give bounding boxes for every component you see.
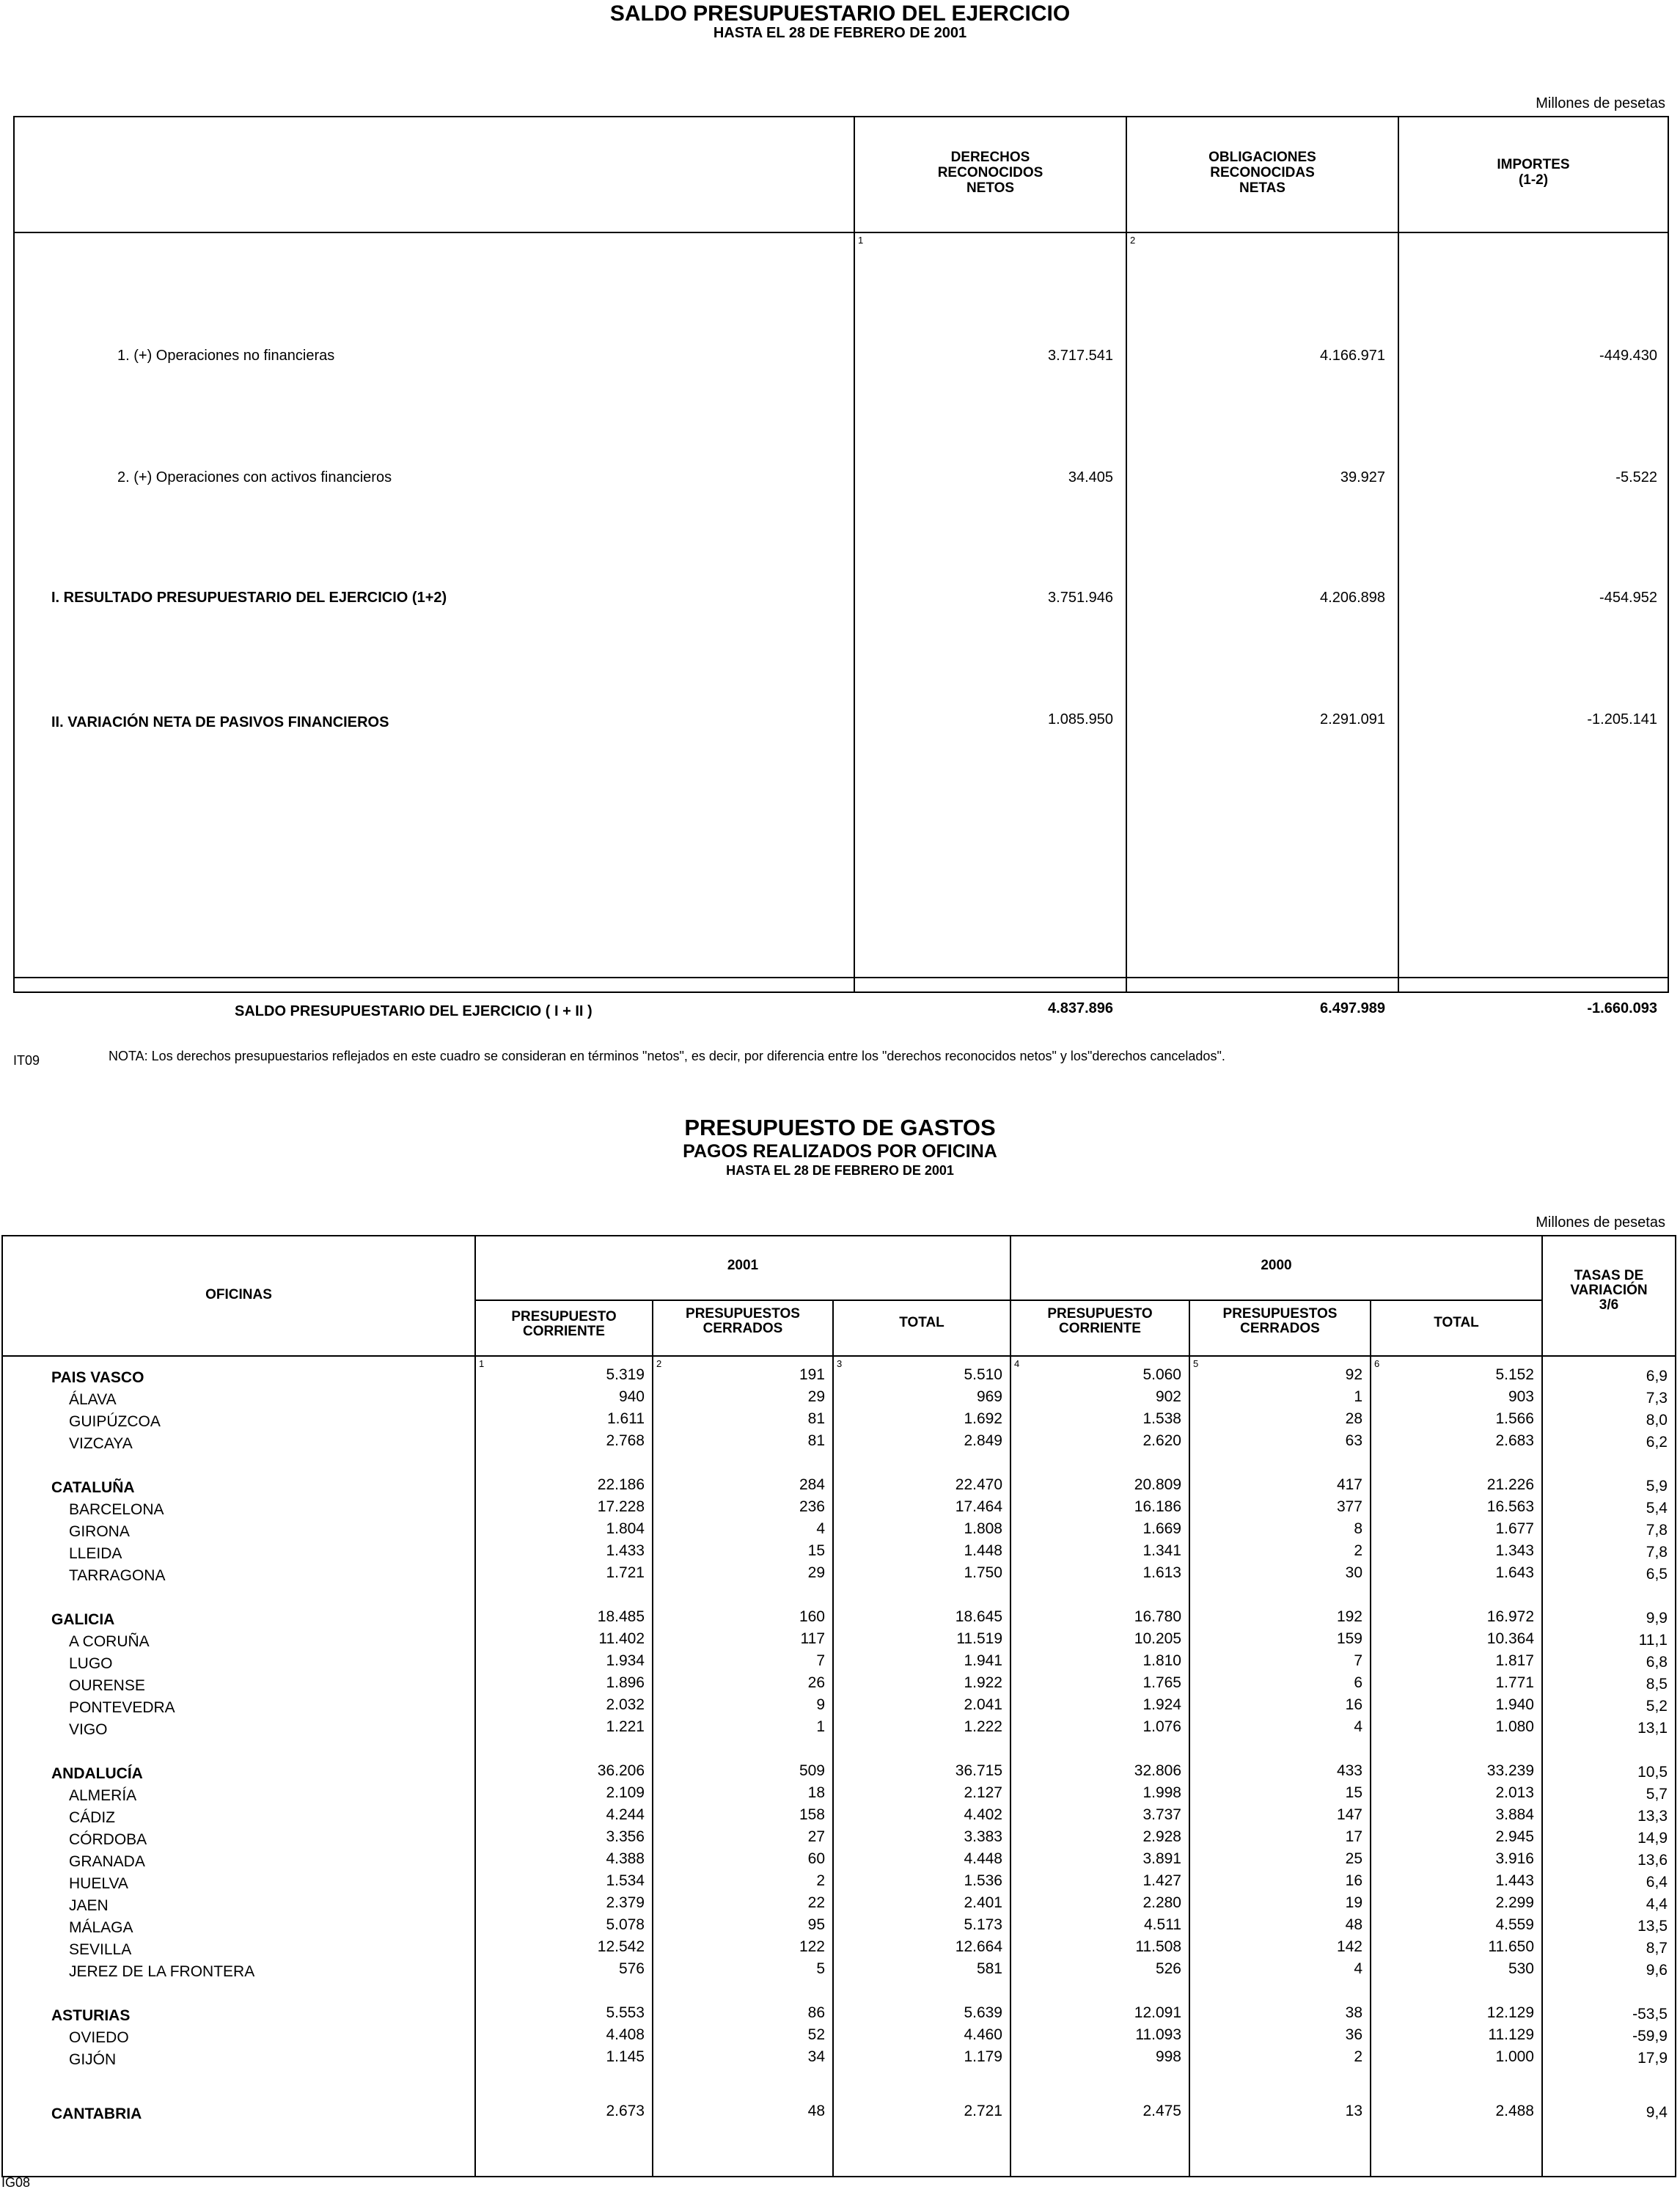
value-col-7: 13,5 [1637,1918,1668,1935]
value-col-1: 12.542 [597,1938,645,1955]
value-col-2: 4 [816,1520,825,1537]
office-name: VIGO [69,1721,108,1738]
value-col-4: 5.060 [1142,1366,1181,1383]
value-col-1: 2.379 [606,1894,645,1911]
value-col-6: 3.916 [1495,1850,1534,1867]
value-col-7: 5,9 [1646,1478,1668,1495]
value-col-4: 998 [1155,2048,1181,2065]
office-name: OVIEDO [69,2029,129,2046]
value-col-6: 5.152 [1495,1366,1534,1383]
value-col-7: 13,6 [1637,1852,1668,1869]
value-col-4: 1.765 [1142,1674,1181,1691]
office-name: GIJÓN [69,2051,117,2068]
value-col-7: 8,5 [1646,1676,1668,1693]
value-col-5: 2 [1354,1542,1362,1559]
row-importes: -454.952 [1599,590,1657,606]
value-col-4: 12.091 [1134,2004,1181,2021]
value-col-5: 147 [1336,1806,1362,1823]
office-name: OURENSE [69,1677,145,1694]
office-name: MÁLAGA [69,1919,133,1936]
value-col-2: 158 [799,1806,825,1823]
value-col-2: 9 [816,1696,825,1713]
value-col-4: 902 [1155,1388,1181,1405]
value-col-1: 17.228 [597,1498,645,1515]
value-col-2: 191 [799,1366,825,1383]
value-col-5: 48 [1345,1916,1362,1933]
value-col-4: 32.806 [1134,1762,1181,1779]
value-col-4: 16.186 [1134,1498,1181,1515]
value-col-2: 284 [799,1476,825,1493]
office-name: HUELVA [69,1875,128,1892]
value-col-5: 92 [1345,1366,1362,1383]
row-derechos: 3.717.541 [1048,348,1113,364]
value-col-5: 28 [1345,1410,1362,1427]
value-col-4: 1.076 [1142,1718,1181,1735]
value-col-6: 10.364 [1486,1630,1534,1647]
value-col-3: 18.645 [955,1608,1002,1625]
value-col-7: 5,4 [1646,1500,1668,1517]
value-col-6: 1.940 [1495,1696,1534,1713]
value-col-7: 6,2 [1646,1434,1668,1451]
value-col-3: 1.222 [964,1718,1002,1735]
value-col-1: 1.221 [606,1718,645,1735]
value-col-3: 969 [976,1388,1002,1405]
value-col-3: 581 [976,1960,1002,1977]
value-col-4: 1.669 [1142,1520,1181,1537]
value-col-4: 3.891 [1142,1850,1181,1867]
value-col-7: 13,3 [1637,1808,1668,1825]
value-col-6: 1.343 [1495,1542,1534,1559]
value-col-3: 17.464 [955,1498,1002,1515]
value-col-3: 5.510 [964,1366,1002,1383]
value-col-2: 60 [807,1850,825,1867]
note-text: NOTA: Los derechos presupuestarios reflejados en este cuadro se consideran en términos "netos", es decir, por diferencia entre los "derechos reconocidos netos" y los"derechos cancelados". [109,1049,1225,1063]
office-name: GALICIA [51,1611,115,1628]
value-col-2: 86 [807,2004,825,2021]
value-col-2: 27 [807,1828,825,1845]
value-col-3: 2.127 [964,1784,1002,1801]
header-year-2001: 2001 [727,1258,759,1273]
total-obligaciones: 6.497.989 [1320,1000,1385,1016]
office-name: JAEN [69,1897,109,1914]
value-col-7: 17,9 [1637,2050,1668,2067]
value-col-4: 1.613 [1142,1564,1181,1581]
value-col-7: 6,5 [1646,1566,1668,1583]
value-col-7: 9,6 [1646,1962,1668,1979]
row-obligaciones: 39.927 [1340,469,1385,485]
value-col-7: 8,0 [1646,1412,1668,1429]
value-col-5: 159 [1336,1630,1362,1647]
value-col-3: 2.401 [964,1894,1002,1911]
section2-units: Millones de pesetas [1536,1214,1665,1231]
section2-title2: PAGOS REALIZADOS POR OFICINA [683,1141,997,1162]
value-col-2: 18 [807,1784,825,1801]
office-name: PAIS VASCO [51,1369,144,1386]
office-name: ÁLAVA [69,1391,117,1408]
value-col-4: 2.280 [1142,1894,1181,1911]
value-col-6: 11.650 [1488,1938,1534,1955]
value-col-7: 6,4 [1646,1874,1668,1891]
value-col-1: 4.408 [606,2026,645,2043]
row-derechos: 1.085.950 [1048,711,1113,727]
value-col-6: 2.299 [1495,1894,1534,1911]
value-col-2: 34 [807,2048,825,2065]
value-col-5: 30 [1345,1564,1362,1581]
office-name: VIZCAYA [69,1435,133,1452]
value-col-1: 576 [618,1960,645,1977]
footer-code: IG08 [1,2175,31,2190]
office-name: ANDALUCÍA [51,1765,143,1782]
value-col-1: 1.896 [606,1674,645,1691]
office-name: CÁDIZ [69,1809,115,1826]
total-derechos: 4.837.896 [1048,1000,1113,1016]
value-col-3: 1.941 [964,1652,1002,1669]
value-col-3: 1.448 [964,1542,1002,1559]
office-name: LUGO [69,1655,113,1672]
col-number-1: 1 [858,235,864,246]
office-name: GIRONA [69,1523,130,1540]
col-number-3: 3 [837,1358,843,1369]
value-col-5: 433 [1336,1762,1362,1779]
value-col-6: 16.563 [1486,1498,1534,1515]
header-year-2000: 2000 [1261,1258,1292,1273]
value-col-6: 21.226 [1486,1476,1534,1493]
value-col-7: 13,1 [1637,1720,1668,1737]
value-col-4: 2.475 [1142,2103,1181,2119]
value-col-6: 1.817 [1495,1652,1534,1669]
value-col-1: 1.145 [606,2048,645,2065]
office-name: A CORUÑA [69,1633,150,1650]
value-col-4: 10.205 [1134,1630,1181,1647]
office-name: CANTABRIA [51,2105,142,2122]
header-total-2000: TOTAL [1434,1315,1479,1330]
value-col-5: 17 [1345,1828,1362,1845]
section1-units: Millones de pesetas [1536,95,1665,111]
value-col-4: 2.928 [1142,1828,1181,1845]
value-col-6: 1.080 [1495,1718,1534,1735]
value-col-6: 12.129 [1486,2004,1534,2021]
office-name: ALMERÍA [69,1787,137,1804]
value-col-5: 25 [1345,1850,1362,1867]
office-name: BARCELONA [69,1501,164,1518]
col-number-5: 5 [1193,1358,1199,1369]
value-col-6: 4.559 [1495,1916,1534,1933]
value-col-1: 4.244 [606,1806,645,1823]
value-col-6: 33.239 [1486,1762,1534,1779]
value-col-6: 1.677 [1495,1520,1534,1537]
value-col-5: 417 [1336,1476,1362,1493]
saldo-table [13,116,1669,1019]
value-col-1: 1.534 [606,1872,645,1889]
value-col-1: 2.768 [606,1432,645,1449]
value-col-4: 11.093 [1135,2026,1181,2043]
value-col-1: 1.721 [606,1564,645,1581]
value-col-7: -53,5 [1632,2006,1668,2023]
value-col-1: 2.109 [606,1784,645,1801]
value-col-3: 5.173 [964,1916,1002,1933]
value-col-5: 4 [1354,1718,1362,1735]
section1-subtitle: HASTA EL 28 DE FEBRERO DE 2001 [713,25,967,41]
value-col-3: 1.536 [964,1872,1002,1889]
value-col-2: 509 [799,1762,825,1779]
value-col-3: 3.383 [964,1828,1002,1845]
value-col-3: 4.402 [964,1806,1002,1823]
value-col-7: 10,5 [1637,1764,1668,1781]
value-col-3: 12.664 [955,1938,1002,1955]
header-total-2001: TOTAL [899,1315,944,1330]
value-col-7: 11,1 [1638,1632,1668,1649]
col-number-1: 1 [479,1358,485,1369]
value-col-5: 36 [1345,2026,1362,2043]
col-number-6: 6 [1374,1358,1380,1369]
row-obligaciones: 4.206.898 [1320,590,1385,606]
value-col-3: 4.448 [964,1850,1002,1867]
value-col-6: 530 [1508,1960,1534,1977]
value-col-5: 377 [1336,1498,1362,1515]
value-col-4: 1.810 [1142,1652,1181,1669]
value-col-5: 16 [1345,1872,1362,1889]
value-col-3: 2.721 [964,2103,1002,2119]
value-col-1: 11.402 [598,1630,645,1647]
value-col-4: 20.809 [1134,1476,1181,1493]
value-col-5: 2 [1354,2048,1362,2065]
office-name: LLEIDA [69,1545,122,1562]
value-col-4: 3.737 [1142,1806,1181,1823]
value-col-7: 5,2 [1646,1698,1668,1715]
value-col-2: 29 [807,1388,825,1405]
value-col-3: 1.922 [964,1674,1002,1691]
value-col-7: 9,4 [1646,2104,1668,2121]
note-code: IT09 [13,1053,40,1068]
value-col-1: 2.032 [606,1696,645,1713]
value-col-7: 4,4 [1646,1896,1668,1913]
row-label: 1. (+) Operaciones no financieras [117,348,335,364]
value-col-2: 1 [816,1718,825,1735]
value-col-3: 2.849 [964,1432,1002,1449]
value-col-2: 81 [807,1410,825,1427]
row-label: II. VARIACIÓN NETA DE PASIVOS FINANCIEROS [51,714,389,730]
value-col-5: 16 [1345,1696,1362,1713]
value-col-4: 1.998 [1142,1784,1181,1801]
value-col-1: 1.804 [606,1520,645,1537]
row-importes: -5.522 [1615,469,1657,485]
office-name: CATALUÑA [51,1479,135,1496]
value-col-5: 8 [1354,1520,1362,1537]
value-col-4: 1.341 [1142,1542,1181,1559]
office-name: GRANADA [69,1853,145,1870]
value-col-6: 1.443 [1495,1872,1534,1889]
value-col-2: 7 [816,1652,825,1669]
header-obligaciones: OBLIGACIONES RECONOCIDAS NETAS [1208,150,1316,196]
header-cerrados-2000: PRESUPUESTOS CERRADOS [1222,1306,1338,1336]
value-col-2: 236 [799,1498,825,1515]
value-col-5: 13 [1345,2103,1362,2119]
value-col-2: 52 [807,2026,825,2043]
pagos-table [1,1235,1676,2177]
header-corriente-2000: PRESUPUESTO CORRIENTE [1047,1306,1153,1336]
value-col-6: 3.884 [1495,1806,1534,1823]
value-col-5: 4 [1354,1960,1362,1977]
row-label: I. RESULTADO PRESUPUESTARIO DEL EJERCICIO (1+2) [51,590,447,606]
value-col-7: 7,8 [1646,1544,1668,1561]
value-col-1: 4.388 [606,1850,645,1867]
header-cerrados-2001: PRESUPUESTOS CERRADOS [686,1306,800,1336]
value-col-2: 26 [807,1674,825,1691]
value-col-2: 160 [799,1608,825,1625]
value-col-4: 4.511 [1144,1916,1181,1933]
value-col-6: 2.683 [1495,1432,1534,1449]
value-col-5: 142 [1336,1938,1362,1955]
value-col-3: 36.715 [955,1762,1002,1779]
section2-title: PRESUPUESTO DE GASTOS [684,1115,996,1140]
value-col-6: 1.643 [1495,1564,1534,1581]
header-corriente-2001: PRESUPUESTO CORRIENTE [511,1309,617,1339]
col-number-4: 4 [1014,1358,1020,1369]
header-derechos: DERECHOS RECONOCIDOS NETOS [937,150,1043,196]
value-col-7: 9,9 [1646,1610,1668,1627]
value-col-3: 1.808 [964,1520,1002,1537]
header-oficinas: OFICINAS [205,1287,272,1302]
value-col-7: 7,3 [1646,1390,1668,1407]
value-col-5: 7 [1354,1652,1362,1669]
col-number-2: 2 [1130,235,1136,246]
value-col-1: 2.673 [606,2103,645,2119]
value-col-6: 1.000 [1495,2048,1534,2065]
row-derechos: 34.405 [1068,469,1113,485]
value-col-3: 22.470 [955,1476,1002,1493]
value-col-2: 81 [807,1432,825,1449]
row-importes: -449.430 [1599,348,1657,364]
value-col-2: 29 [807,1564,825,1581]
value-col-6: 1.566 [1495,1410,1534,1427]
value-col-5: 6 [1354,1674,1362,1691]
value-col-1: 1.433 [606,1542,645,1559]
value-col-1: 1.611 [607,1410,645,1427]
value-col-2: 122 [799,1938,825,1955]
value-col-6: 2.945 [1495,1828,1534,1845]
value-col-1: 3.356 [606,1828,645,1845]
row-label: 2. (+) Operaciones con activos financieros [117,469,392,485]
value-col-3: 4.460 [964,2026,1002,2043]
value-col-4: 1.538 [1142,1410,1181,1427]
value-col-7: 5,7 [1646,1786,1668,1803]
header-importes: IMPORTES (1-2) [1497,157,1570,188]
value-col-2: 117 [800,1630,825,1647]
value-col-3: 2.041 [964,1696,1002,1713]
value-col-3: 1.750 [964,1564,1002,1581]
row-importes: -1.205.141 [1587,711,1657,727]
value-col-4: 11.508 [1135,1938,1181,1955]
value-col-1: 36.206 [597,1762,645,1779]
row-obligaciones: 4.166.971 [1320,348,1385,364]
value-col-6: 11.129 [1488,2026,1534,2043]
value-col-7: 14,9 [1637,1830,1668,1847]
office-name: TARRAGONA [69,1567,166,1584]
value-col-5: 38 [1345,2004,1362,2021]
value-col-2: 95 [807,1916,825,1933]
value-col-7: 7,8 [1646,1522,1668,1539]
value-col-5: 19 [1345,1894,1362,1911]
value-col-1: 1.934 [606,1652,645,1669]
value-col-2: 22 [807,1894,825,1911]
office-name: ASTURIAS [51,2007,131,2024]
header-tasas: TASAS DE VARIACIÓN 3/6 [1570,1268,1648,1313]
value-col-4: 526 [1155,1960,1181,1977]
value-col-3: 5.639 [964,2004,1002,2021]
value-col-6: 1.771 [1495,1674,1534,1691]
value-col-1: 22.186 [597,1476,645,1493]
value-col-7: 6,8 [1646,1654,1668,1671]
value-col-1: 18.485 [597,1608,645,1625]
value-col-2: 2 [816,1872,825,1889]
value-col-1: 5.078 [606,1916,645,1933]
value-col-1: 940 [618,1388,645,1405]
total-label: SALDO PRESUPUESTARIO DEL EJERCICIO ( I + II ) [235,1003,593,1019]
value-col-2: 15 [807,1542,825,1559]
value-col-6: 903 [1508,1388,1534,1405]
value-col-6: 16.972 [1486,1608,1534,1625]
value-col-4: 2.620 [1142,1432,1181,1449]
office-name: GUIPÚZCOA [69,1413,161,1430]
value-col-7: 8,7 [1646,1940,1668,1957]
value-col-1: 5.319 [606,1366,645,1383]
office-name: CÓRDOBA [69,1831,147,1848]
value-col-5: 63 [1345,1432,1362,1449]
section2-subtitle: HASTA EL 28 DE FEBRERO DE 2001 [726,1163,954,1178]
value-col-5: 15 [1345,1784,1362,1801]
value-col-3: 1.179 [964,2048,1002,2065]
value-col-2: 5 [816,1960,825,1977]
row-obligaciones: 2.291.091 [1320,711,1385,727]
office-name: JEREZ DE LA FRONTERA [69,1963,255,1980]
office-name: SEVILLA [69,1941,132,1958]
section1-title: SALDO PRESUPUESTARIO DEL EJERCICIO [609,1,1071,26]
row-derechos: 3.751.946 [1048,590,1113,606]
office-name: PONTEVEDRA [69,1699,175,1716]
value-col-6: 2.013 [1495,1784,1534,1801]
value-col-7: -59,9 [1632,2028,1668,2045]
value-col-4: 16.780 [1134,1608,1181,1625]
value-col-6: 2.488 [1495,2103,1534,2119]
value-col-5: 1 [1354,1388,1362,1405]
value-col-3: 1.692 [964,1410,1002,1427]
col-number-2: 2 [656,1358,662,1369]
value-col-1: 5.553 [606,2004,645,2021]
value-col-4: 1.427 [1142,1872,1181,1889]
value-col-7: 6,9 [1646,1368,1668,1385]
value-col-2: 48 [807,2103,825,2119]
total-importes: -1.660.093 [1587,1000,1657,1016]
value-col-5: 192 [1336,1608,1362,1625]
value-col-4: 1.924 [1142,1696,1181,1713]
value-col-3: 11.519 [956,1630,1002,1647]
